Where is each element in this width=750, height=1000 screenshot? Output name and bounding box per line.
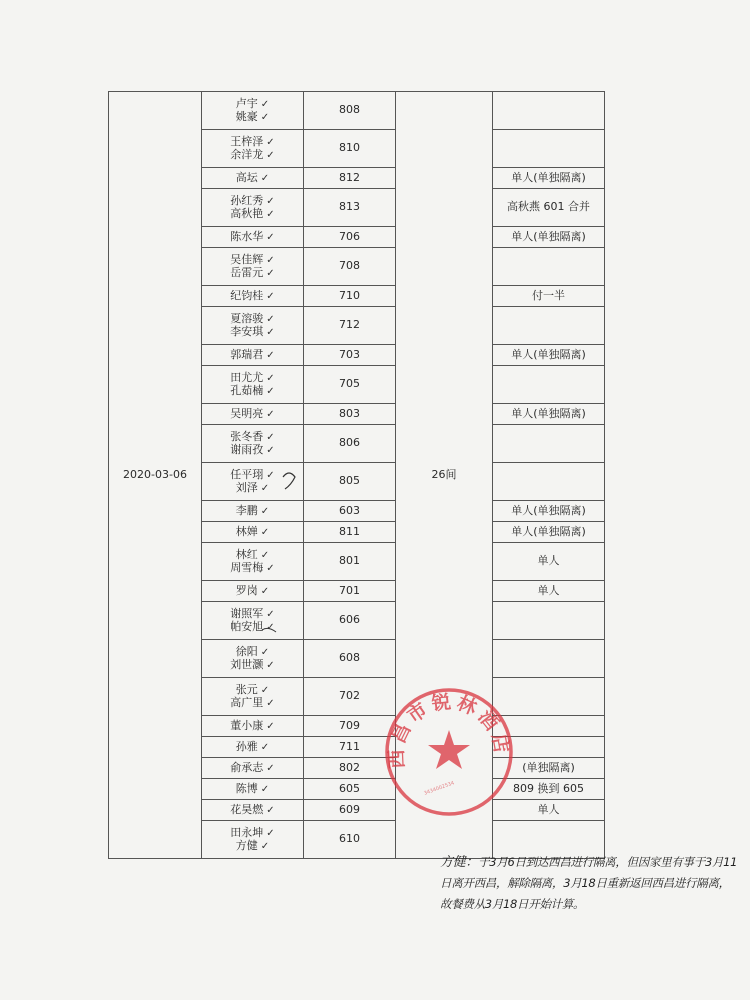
guest-name: 余洋龙 ✓: [230, 147, 275, 161]
room-number: 711: [304, 737, 396, 758]
guest-name: 纪钧桂 ✓: [230, 288, 275, 302]
room-number: 708: [304, 248, 396, 286]
remark-cell: 单人(单独隔离): [493, 345, 605, 366]
remark-cell: 单人: [493, 543, 605, 581]
check-mark-icon: ✓: [260, 526, 270, 538]
room-number: 609: [304, 800, 396, 821]
guest-name: 卢宇 ✓: [235, 96, 270, 110]
check-mark-icon: ✓: [266, 136, 275, 148]
check-mark-icon: ✓: [266, 267, 275, 279]
seal-number: 3434002534: [423, 780, 456, 797]
guest-name: 方健 ✓: [235, 838, 270, 852]
names-cell: [202, 286, 304, 307]
names-cell: [202, 168, 304, 189]
room-number: 605: [304, 779, 396, 800]
room-total-cell: 26间: [396, 92, 493, 859]
check-mark-icon: ✓: [266, 231, 275, 243]
guest-name: 徐阳 ✓: [235, 644, 270, 658]
names-cell: [202, 189, 304, 227]
room-number: 709: [304, 716, 396, 737]
room-number: 712: [304, 307, 396, 345]
remark-cell: [493, 248, 605, 286]
room-number: 703: [304, 345, 396, 366]
check-mark-icon: ✓: [266, 469, 275, 481]
names-cell: [202, 800, 304, 821]
check-mark-icon: ✓: [260, 741, 270, 753]
guest-name: 姚豪 ✓: [235, 109, 270, 123]
check-mark-icon: ✓: [266, 720, 275, 732]
room-number: 801: [304, 543, 396, 581]
guest-name: 林婵 ✓: [235, 524, 270, 538]
remark-cell: [493, 463, 605, 501]
check-mark-icon: ✓: [266, 444, 275, 456]
room-number: 701: [304, 581, 396, 602]
check-mark-icon: ✓: [266, 659, 275, 671]
table-row: [109, 92, 605, 130]
roster-table: [108, 91, 605, 859]
guest-name: 吴明亮 ✓: [230, 406, 275, 420]
remark-cell: [493, 92, 605, 130]
names-cell: [202, 130, 304, 168]
names-cell: [202, 366, 304, 404]
room-number: 702: [304, 678, 396, 716]
check-mark-icon: ✓: [266, 313, 275, 325]
names-cell: [202, 581, 304, 602]
seal-text: 西昌市锐林酒店: [385, 690, 514, 770]
remark-cell: 单人(单独隔离): [493, 404, 605, 425]
names-cell: [202, 602, 304, 640]
check-mark-icon: ✓: [260, 783, 270, 795]
guest-name: 吴佳辉 ✓: [230, 252, 275, 266]
check-mark-icon: ✓: [266, 804, 275, 816]
check-mark-icon: ✓: [266, 149, 275, 161]
guest-name: 李鹏 ✓: [235, 503, 270, 517]
guest-name: 帕安旭 ✓: [230, 619, 275, 633]
remark-cell: [493, 640, 605, 678]
guest-name: 林红 ✓: [235, 547, 270, 561]
guest-name: 孙雅 ✓: [235, 739, 270, 753]
check-mark-icon: ✓: [266, 372, 275, 384]
guest-name: 岳雷元 ✓: [230, 265, 275, 279]
remark-cell: 付一半: [493, 286, 605, 307]
names-cell: [202, 522, 304, 543]
check-mark-icon: ✓: [266, 254, 275, 266]
room-number: 806: [304, 425, 396, 463]
check-mark-icon: ✓: [260, 840, 270, 852]
room-number: 710: [304, 286, 396, 307]
check-mark-icon: ✓: [266, 762, 275, 774]
guest-name: 高坛 ✓: [235, 170, 270, 184]
check-mark-icon: ✓: [266, 208, 275, 220]
names-cell: [202, 248, 304, 286]
guest-name: 罗岗 ✓: [235, 583, 270, 597]
remark-cell: [493, 366, 605, 404]
guest-name: 周雪梅 ✓: [230, 560, 275, 574]
guest-name: 高广里 ✓: [230, 695, 275, 709]
handwritten-note: [440, 852, 740, 915]
remark-cell: [493, 307, 605, 345]
seal-star-icon: [428, 730, 470, 769]
check-mark-icon: ✓: [260, 684, 270, 696]
check-mark-icon: ✓: [266, 385, 275, 397]
names-cell: [202, 227, 304, 248]
guest-name: 李安琪 ✓: [230, 324, 275, 338]
guest-name: 刘泽 ✓: [235, 480, 270, 494]
check-mark-icon: ✓: [266, 827, 275, 839]
room-number: 805: [304, 463, 396, 501]
remark-cell: 单人: [493, 581, 605, 602]
room-number: 608: [304, 640, 396, 678]
guest-name: 郭瑞君 ✓: [230, 347, 275, 361]
check-mark-icon: ✓: [260, 172, 270, 184]
remark-cell: 单人: [493, 800, 605, 821]
guest-name: 张元 ✓: [235, 682, 270, 696]
names-cell: [202, 716, 304, 737]
check-mark-icon: ✓: [260, 646, 270, 658]
guest-name: 陈博 ✓: [235, 781, 270, 795]
names-cell: [202, 737, 304, 758]
names-cell: [202, 821, 304, 859]
guest-name: 王梓泽 ✓: [230, 134, 275, 148]
room-number: 812: [304, 168, 396, 189]
guest-name: 谢雨孜 ✓: [230, 442, 275, 456]
check-mark-icon: ✓: [260, 482, 270, 494]
remark-cell: [493, 602, 605, 640]
date-cell: 2020-03-06: [109, 92, 202, 859]
room-number: 610: [304, 821, 396, 859]
check-mark-icon: ✓: [266, 608, 275, 620]
room-number: 606: [304, 602, 396, 640]
names-cell: [202, 463, 304, 501]
guest-name: 孔茹楠 ✓: [230, 383, 275, 397]
check-mark-icon: ✓: [266, 326, 275, 338]
room-number: 802: [304, 758, 396, 779]
guest-name: 谢照军 ✓: [230, 606, 275, 620]
names-cell: [202, 543, 304, 581]
guest-name: 夏溶骏 ✓: [230, 311, 275, 325]
guest-name: 俞承志 ✓: [230, 760, 275, 774]
guest-name: 田永坤 ✓: [230, 825, 275, 839]
names-cell: [202, 307, 304, 345]
check-mark-icon: ✓: [260, 98, 270, 110]
check-mark-icon: ✓: [260, 111, 270, 123]
names-cell: [202, 678, 304, 716]
handwritten-note-text: 于3月6日到达西昌进行隔离，但因家里有事于3月11日离开西昌，解除隔离，3月18日重新返回西昌进行隔离，故餐费从3月18日开始计算。: [440, 855, 738, 911]
remark-cell: 单人(单独隔离): [493, 227, 605, 248]
names-cell: [202, 404, 304, 425]
guest-name: 任平珝 ✓: [230, 467, 275, 481]
room-number: 603: [304, 501, 396, 522]
check-mark-icon: ✓: [266, 195, 275, 207]
check-mark-icon: ✓: [266, 408, 275, 420]
check-mark-icon: ✓: [266, 431, 275, 443]
check-mark-icon: ✓: [266, 621, 275, 633]
remark-cell: (单独隔离): [493, 758, 605, 779]
guest-name: 孙红秀 ✓: [230, 193, 275, 207]
guest-name: 董小康 ✓: [230, 718, 275, 732]
remark-cell: 单人(单独隔离): [493, 168, 605, 189]
remark-cell: 809 换到 605: [493, 779, 605, 800]
handwritten-note-label: 方健：: [440, 855, 479, 870]
room-number: 803: [304, 404, 396, 425]
remark-cell: 高秋燕 601 合并: [493, 189, 605, 227]
check-mark-icon: ✓: [260, 505, 270, 517]
check-mark-icon: ✓: [266, 697, 275, 709]
remark-cell: [493, 130, 605, 168]
guest-name: 陈水华 ✓: [230, 229, 275, 243]
room-number: 706: [304, 227, 396, 248]
check-mark-icon: ✓: [266, 349, 275, 361]
names-cell: [202, 92, 304, 130]
guest-name: 刘世灏 ✓: [230, 657, 275, 671]
guest-name: 高秋艳 ✓: [230, 206, 275, 220]
check-mark-icon: ✓: [266, 562, 275, 574]
room-number: 811: [304, 522, 396, 543]
remark-cell: 单人(单独隔离): [493, 501, 605, 522]
guest-name: 花昊燃 ✓: [230, 802, 275, 816]
official-seal: [383, 686, 515, 818]
names-cell: [202, 779, 304, 800]
guest-name: 田尤尤 ✓: [230, 370, 275, 384]
room-number: 813: [304, 189, 396, 227]
check-mark-icon: ✓: [260, 549, 270, 561]
room-number: 808: [304, 92, 396, 130]
names-cell: [202, 640, 304, 678]
names-cell: [202, 501, 304, 522]
remark-cell: 单人(单独隔离): [493, 522, 605, 543]
names-cell: [202, 758, 304, 779]
check-mark-icon: ✓: [266, 290, 275, 302]
names-cell: [202, 425, 304, 463]
check-mark-icon: ✓: [260, 585, 270, 597]
room-number: 705: [304, 366, 396, 404]
room-number: 810: [304, 130, 396, 168]
guest-name: 张冬香 ✓: [230, 429, 275, 443]
names-cell: [202, 345, 304, 366]
remark-cell: [493, 425, 605, 463]
